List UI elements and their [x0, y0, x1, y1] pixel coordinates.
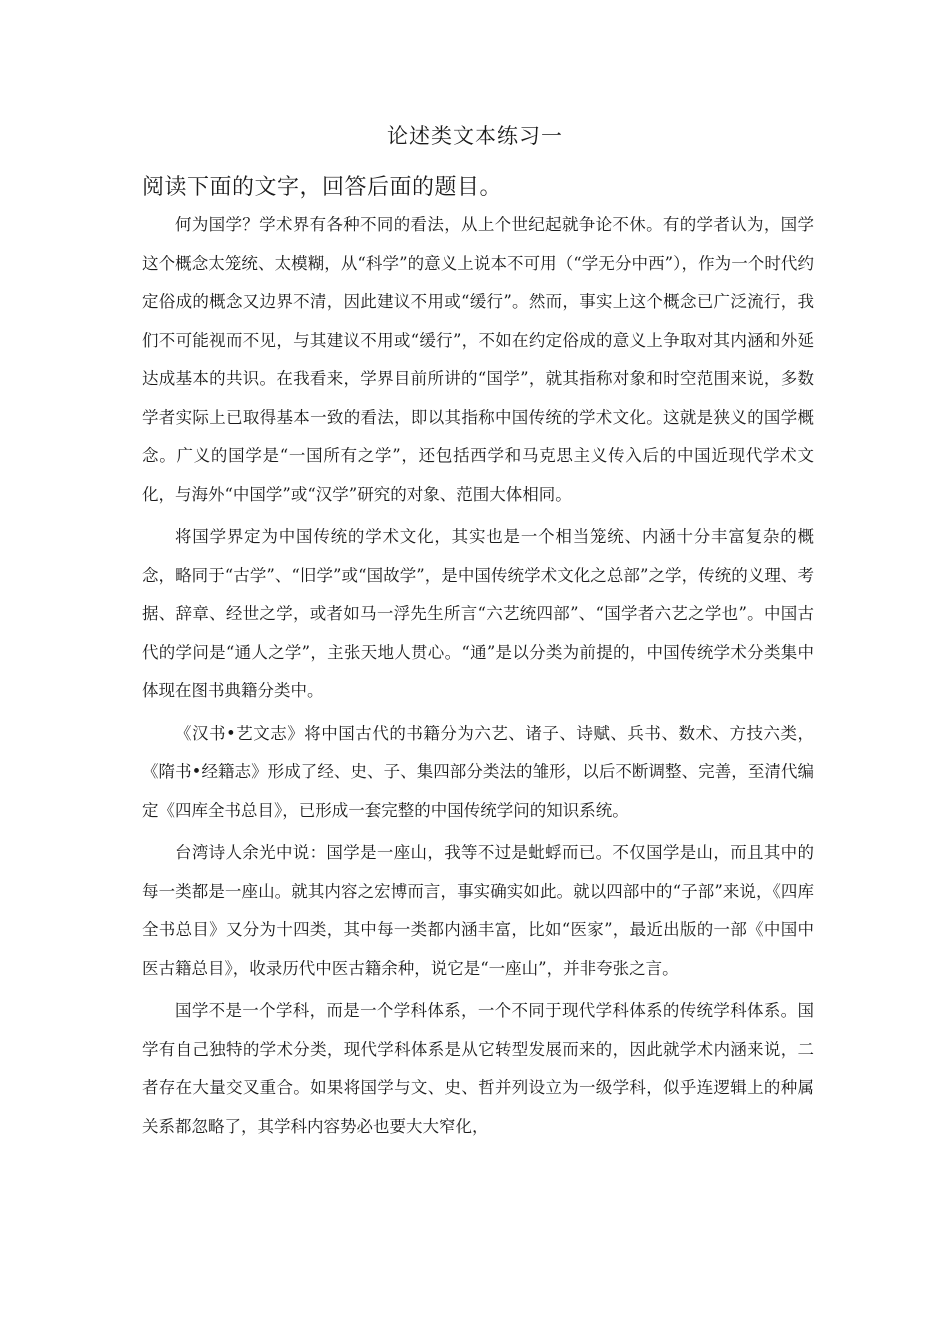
paragraph-3: 《汉书•艺文志》将中国古代的书籍分为六艺、诸子、诗赋、兵书、数术、方技六类，《隋书•经籍志》形成了经、史、子、集四部分类法的雏形，以后不断调整、完善，至清代编定《四库全书总目》，已形成一套完整的中国传统学问的知识系统。 — [142, 723, 814, 820]
paragraph-5: 国学不是一个学科，而是一个学科体系，一个不同于现代学科体系的传统学科体系。国学有自己独特的学术分类，现代学科体系是从它转型发展而来的，因此就学术内涵来说，二者存在大量交叉重合。如果将国学与文、史、哲并列设立为一级学科，似乎连逻辑上的种属关系都忽略了，其学科内容势必也要大大窄化， — [142, 1001, 814, 1136]
paragraph-1: 何为国学？学术界有各种不同的看法，从上个世纪起就争论不休。有的学者认为，国学这个概念太笼统、太模糊，从“科学”的意义上说本不可用（“学无分中西”），作为一个时代约定俗成的概念又边界不清，因此建议不用或“缓行”。然而，事实上这个概念已广泛流行，我们不可能视而不见，与其建议不用或“缓行”，不如在约定俗成的意义上争取对其内涵和外延达成基本的共识。在我看来，学界目前所讲的“国学”，就其指称对象和时空范围来说，多数学者实际上已取得基本一致的看法，即以其指称中国传统的学术文化。这就是狭义的国学概念。广义的国学是“一国所有之学”，还包括西学和马克思主义传入后的中国近现代学术文化，与海外“中国学”或“汉学”研究的对象、范围大体相同。 — [142, 215, 814, 504]
paragraph-2: 将国学界定为中国传统的学术文化，其实也是一个相当笼统、内涵十分丰富复杂的概念，略同于“古学”、“旧学”或“国故学”，是中国传统学术文化之总部”之学，传统的义理、考据、辞章、经世之学，或者如马一浮先生所言“六艺统四部”、“国学者六艺之学也”。中国古代的学问是“通人之学”，主张天地人贯心。“通”是以分类为前提的，中国传统学术分类集中体现在图书典籍分类中。 — [142, 527, 814, 700]
paragraph-4: 台湾诗人余光中说：国学是一座山，我等不过是蚍蜉而已。不仅国学是山，而且其中的每一类都是一座山。就其内容之宏博而言，事实确实如此。就以四部中的“子部”来说，《四库全书总目》又分为十四类，其中每一类都内涵丰富，比如“医家”，最近出版的一部《中国中医古籍总目》，收录历代中医古籍余种，说它是“一座山”，并非夸张之言。 — [142, 843, 814, 978]
article-body — [142, 206, 814, 1150]
reading-instruction: 阅读下面的文字，回答后面的题目。 — [142, 175, 503, 200]
page-title: 论述类文本练习一 — [387, 124, 563, 148]
